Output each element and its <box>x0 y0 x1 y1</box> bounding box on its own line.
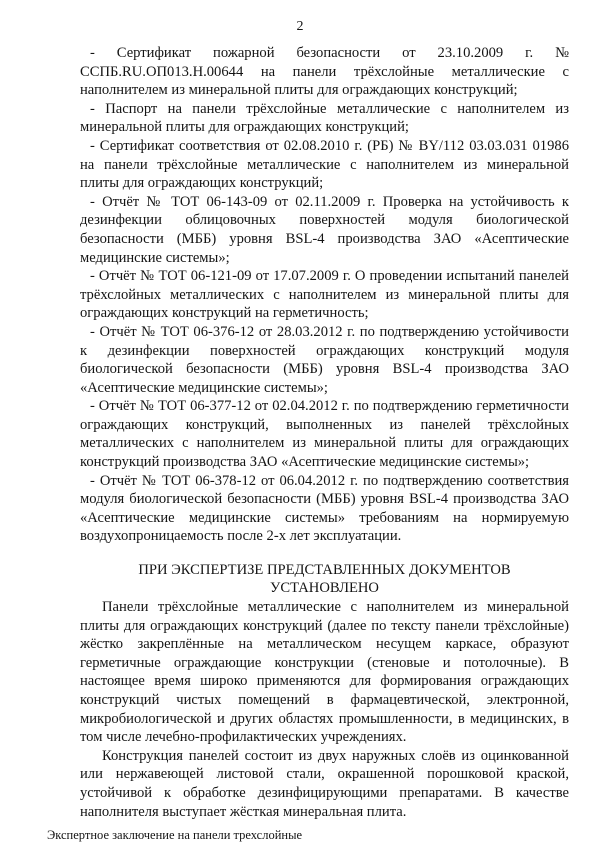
document-list-item: - Отчёт № ТОТ 06-376-12 от 28.03.2012 г. по подтверждению устойчивости к дезинфекции поверхностей ограждающих конструкций модуля биологической безопасности (МББ) уровня BSL-4 производства ЗАО «Асептические медицинские системы»; <box>80 323 569 396</box>
document-list-item: - Отчёт № ТОТ 06-378-12 от 06.04.2012 г. по подтверждению соответствия модуля биологической безопасности (МББ) уровня BSL-4 производства ЗАО «Асептические медицинские системы» требованиям на нормируемую воздухопроницаемость после 2-х лет эксплуатации. <box>80 472 569 545</box>
page-number: 2 <box>296 19 304 34</box>
page-footer: Экспертное заключение на панели трехслойные <box>47 828 303 842</box>
document-list-item: - Отчёт № ТОТ 06-377-12 от 02.04.2012 г. по подтверждению герметичности ограждающих конструкций, выполненных из панелей трёхслойных металлических с наполнителем из минеральной плиты для ограждающих конструкций производства ЗАО «Асептические медицинские системы»; <box>80 398 569 471</box>
paragraph: Конструкция панелей состоит из двух наружных слоёв из оцинкованной или нержавеющей листовой стали, окрашенной порошковой краской, устойчивой к обработке дезинфицирующими препаратами. В качестве наполнителя выступает жёсткая минеральная плита. <box>80 747 569 820</box>
document-list-item: - Отчёт № ТОТ 06-143-09 от 02.11.2009 г. Проверка на устойчивость к дезинфекции облицовочных поверхностей модуля биологической безопасности (МББ) уровня BSL-4 производства ЗАО «Асептические медицинские системы»; <box>80 193 569 266</box>
document-list-item: - Сертификат соответствия от 02.08.2010 г. (РБ) № BY/112 03.03.031 01986 на панели трёхслойные металлические с наполнителем из минеральной плиты для ограждающих конструкций; <box>80 137 569 192</box>
paragraph: Панели трёхслойные металлические с наполнителем из минеральной плиты для ограждающих конструкций (далее по тексту панели трёхслойные) жёстко закреплённые на металлическом несущем каркасе, образуют герметичные ограждающие конструкции (стеновые и потолочные). В настоящее время широко применяются для формирования ограждающих конструкций чистых помещений в фармацевтической, электронной, микробиологической и других областях промышленности, в медицинских, в том числе лечебно-профилактических учреждениях. <box>80 599 569 746</box>
document-list-item: - Отчёт № ТОТ 06-121-09 от 17.07.2009 г. О проведении испытаний панелей трёхслойных металлических с наполнителем из минеральной плиты для ограждающих конструкций на герметичность; <box>80 268 569 322</box>
document-list-item: - Сертификат пожарной безопасности от 23.10.2009 г. № ССПБ.RU.ОП013.Н.00644 на панели трёхслойные металлические с наполнителем из минеральной плиты для ограждающих конструкций; <box>80 45 569 99</box>
section-heading-subtitle: УСТАНОВЛЕНО <box>270 580 379 596</box>
findings-text <box>80 598 569 821</box>
document-list-item: - Паспорт на панели трёхслойные металлические с наполнителем из минеральной плиты для ограждающих конструкций; <box>80 100 569 136</box>
document-list <box>80 44 569 546</box>
section-heading: ПРИ ЭКСПЕРТИЗЕ ПРЕДСТАВЛЕННЫХ ДОКУМЕНТОВ <box>138 562 511 578</box>
